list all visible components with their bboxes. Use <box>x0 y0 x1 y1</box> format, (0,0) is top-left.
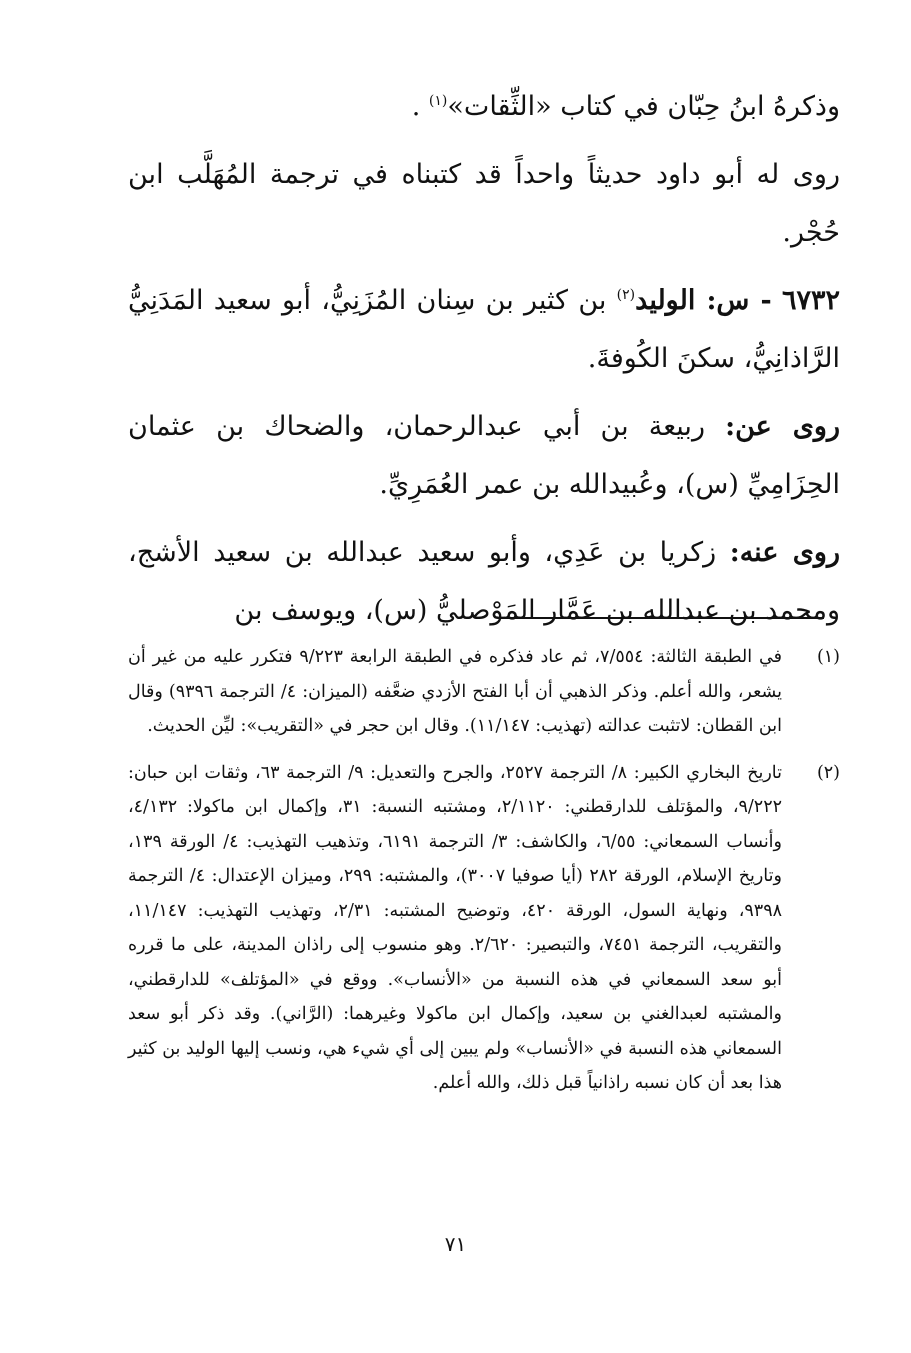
narrated-by-label: روى عنه: <box>729 537 840 568</box>
entry-heading <box>128 272 840 388</box>
paragraph-abu-dawud: روى له أبو داود حديثاً واحداً قد كتبناه في ترجمة المُهَلَّب ابن حُجْر. <box>128 159 840 248</box>
main-text <box>128 78 840 650</box>
footnote-2 <box>128 756 840 1101</box>
footnote-1-marker: (١) <box>816 647 840 667</box>
footnote-1 <box>128 640 840 744</box>
footnote-1-text: في الطبقة الثالثة: ٧/٥٥٤، ثم عاد فذكره في الطبقة الرابعة ٩/٢٢٣ فتكرر عليه من غير أن يشعر، والله أعلم. وذكر الذهبي أن أبا الفتح الأزدي ضعَّفه (الميزان: ٤/ الترجمة ٩٣٩٦) وقال ابن القطان: لاتثبت عدالته (تهذيب: ١١/١٤٧). وقال ابن حجر في «التقريب»: ليِّن الحديث. <box>128 647 782 736</box>
narrated-from-text: ربيعة بن أبي عبدالرحمان، والضحاك بن عثمان الحِزَامِيِّ (س)، وعُبيدالله بن عمر العُمَرِيِّ. <box>128 411 840 500</box>
footnote-separator <box>500 617 824 619</box>
footnote-2-text: تاريخ البخاري الكبير: ٨/ الترجمة ٢٥٢٧، والجرح والتعديل: ٩/ الترجمة ٦٣، وثقات ابن حبان: ٩/٢٢٢، والمؤتلف للدارقطني: ٢/١١٢٠، ومشتبه النسبة: ٣١، وإكمال ابن ماكولا: ٤/١٣٢، وأنساب السمعاني: ٦/٥٥، والكاشف: ٣/ الترجمة ٦١٩١، وتذهيب التهذيب: ٤/ الورقة ١٣٩، وتاريخ الإسلام، الورقة ٢٨٢ (أيا صوفيا ٣٠٠٧)، والمشتبه: ٢٩٩، وميزان الإعتدال: ٤/ الترجمة ٩٣٩٨، ونهاية السول، الورقة ٤٢٠، وتوضيح المشتبه: ٢/٣١، وتهذيب التهذيب: ١١/١٤٧، والتقريب، الترجمة ٧٤٥١، والتبصير: ٢/٦٢٠. وهو منسوب إلى راذان المدينة، على ما قرره أبو سعد السمعاني في هذه النسبة من «الأنساب». ووقع في «المؤتلف» للدارقطني، والمشتبه لعبدالغني بن سعيد، وإكمال ابن ماكولا وغيرهما: (الرَّاني). وقد ذكر أبو سعد السمعاني هذه النسبة في «الأنساب» ولم يبين إلى أي شيء هي، ونسب إليها الوليد بن كثير هذا بعد أن كان نسبه راذانياً قبل ذلك، والله أعلم. <box>128 762 782 1093</box>
narrated-by-text: زكريا بن عَدِي، وأبو سعيد عبدالله بن سعيد الأشج، ومحمد بن عبدالله بن عَمَّار المَوْصليُّ (س)، ويوسف بن <box>128 537 840 626</box>
ibn-hibban-text: وذكرهُ ابنُ حِبّان في كتاب «الثِّقات» <box>447 91 840 122</box>
entry-name-prefix: - س: الوليد <box>635 285 772 316</box>
footnotes <box>128 640 840 1113</box>
page-number: ٧١ <box>444 1232 467 1256</box>
footnote-2-marker: (٢) <box>816 762 840 783</box>
footnote-ref-1: (١) <box>428 93 448 109</box>
paragraph-ibn-hibban <box>128 78 840 136</box>
ibn-hibban-end: . <box>411 91 421 122</box>
paragraph-narrated-from <box>128 398 840 514</box>
narrated-from-label: روى عن: <box>725 411 840 442</box>
footnote-ref-2: (٢) <box>616 287 636 303</box>
entry-number: ٦٧٣٢ <box>781 285 840 316</box>
paragraph-narrated-by <box>128 524 840 640</box>
entry-name-rest: بن كثير بن سِنان المُزَنِيُّ، أبو سعيد المَدَنِيُّ الرَّاذانِيُّ، سكنَ الكُوفةَ. <box>128 285 840 374</box>
